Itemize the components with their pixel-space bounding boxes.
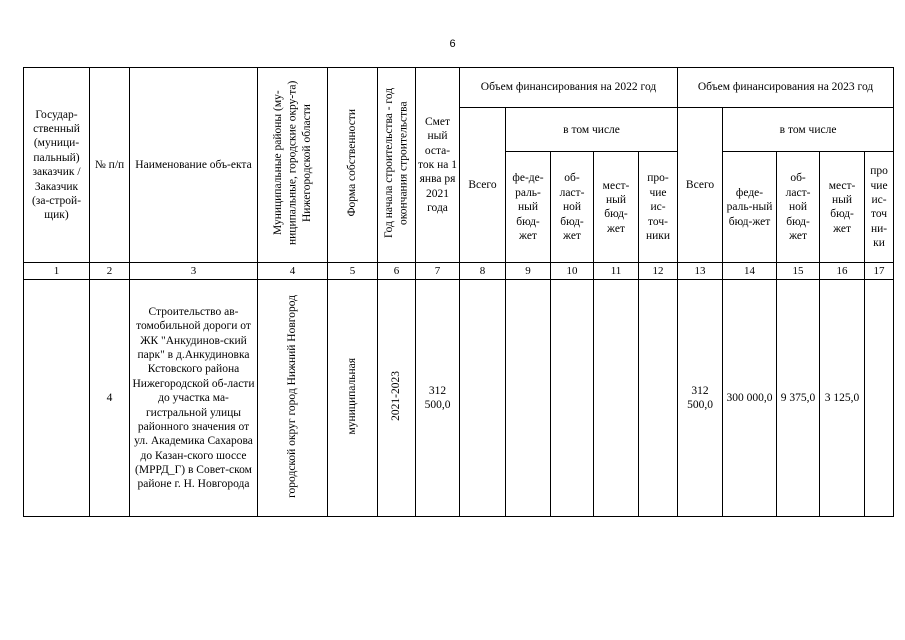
column-number: 8	[460, 263, 506, 280]
header-other-2023: про чие ис-точ ни-ки	[865, 152, 894, 263]
cell-federal-2023: 300 000,0	[723, 280, 777, 517]
header-districts	[258, 68, 328, 263]
header-regional-2023: об-ласт-ной бюд-жет	[777, 152, 820, 263]
column-number: 3	[130, 263, 258, 280]
header-federal-2022: фе-де-раль-ный бюд-жет	[506, 152, 551, 263]
header-number: № п/п	[90, 68, 130, 263]
cell-ownership	[328, 280, 378, 517]
header-local-2022: мест-ный бюд-жет	[594, 152, 639, 263]
cell-object-name: Строительство ав-томобильной дороги от ЖК "Анкудинов-ский парк" в д.Анкудиновка Кстовского района Нижегородской об-ласти до участка ма-гистральной улицы районного значения от ул. Академика Сахарова до Казан-ского шоссе (МРРД_Г) в Совет-ском районе г. Н. Новгорода	[130, 280, 258, 517]
header-local-2023: мест-ный бюд-жет	[820, 152, 865, 263]
header-ownership-text: Форма собственности	[346, 109, 359, 217]
column-number: 5	[328, 263, 378, 280]
header-years-text: Год начала строительства - год окончания строительства	[383, 87, 410, 239]
column-number: 15	[777, 263, 820, 280]
header-regional-2022: об-ласт-ной бюд-жет	[551, 152, 594, 263]
column-number: 11	[594, 263, 639, 280]
header-districts-text: Муниципальные районы (му-ниципальные, городские окру-та) Нижегородской области	[271, 80, 313, 246]
cell-ownership-text: муниципальная	[346, 357, 359, 435]
cell-years	[378, 280, 416, 517]
column-number: 17	[865, 263, 894, 280]
column-number: 13	[678, 263, 723, 280]
cell-district	[258, 280, 328, 517]
header-ownership	[328, 68, 378, 263]
column-number: 7	[416, 263, 460, 280]
header-customer: Государ-ственный (муници-пальный) заказчик / Заказчик (за-строй-щик)	[24, 68, 90, 263]
header-total-2022: Всего	[460, 108, 506, 263]
header-financing-2022: Объем финансирования на 2022 год	[460, 68, 678, 108]
header-other-2022: про-чие ис-точ-ники	[639, 152, 678, 263]
cell-local-2023: 3 125,0	[820, 280, 865, 517]
cell-other-2022	[639, 280, 678, 517]
column-number: 6	[378, 263, 416, 280]
header-remaining: Смет ный оста-ток на 1 янва ря 2021 года	[416, 68, 460, 263]
header-years	[378, 68, 416, 263]
column-number: 16	[820, 263, 865, 280]
cell-other-2023	[865, 280, 894, 517]
column-number: 4	[258, 263, 328, 280]
column-number: 9	[506, 263, 551, 280]
column-number: 14	[723, 263, 777, 280]
header-federal-2023: феде-раль-ный бюд-жет	[723, 152, 777, 263]
header-object-name: Наименование объ-екта	[130, 68, 258, 263]
cell-total-2023: 312 500,0	[678, 280, 723, 517]
column-number: 2	[90, 263, 130, 280]
cell-years-text: 2021-2023	[390, 371, 403, 422]
column-number: 1	[24, 263, 90, 280]
column-number: 12	[639, 263, 678, 280]
header-total-2023: Всего	[678, 108, 723, 263]
cell-total-2022	[460, 280, 506, 517]
cell-federal-2022	[506, 280, 551, 517]
page-number: 6	[449, 38, 456, 50]
cell-customer	[24, 280, 90, 517]
cell-district-text: городской округ город Нижний Новгород	[286, 294, 299, 498]
header-including-2022: в том числе	[506, 108, 678, 152]
header-including-2023: в том числе	[723, 108, 894, 152]
cell-regional-2022	[551, 280, 594, 517]
cell-remaining: 312 500,0	[416, 280, 460, 517]
table-row	[24, 280, 894, 517]
header-financing-2023: Объем финансирования на 2023 год	[678, 68, 894, 108]
column-number: 10	[551, 263, 594, 280]
investment-table	[23, 67, 894, 517]
cell-regional-2023: 9 375,0	[777, 280, 820, 517]
cell-local-2022	[594, 280, 639, 517]
cell-number: 4	[90, 280, 130, 517]
